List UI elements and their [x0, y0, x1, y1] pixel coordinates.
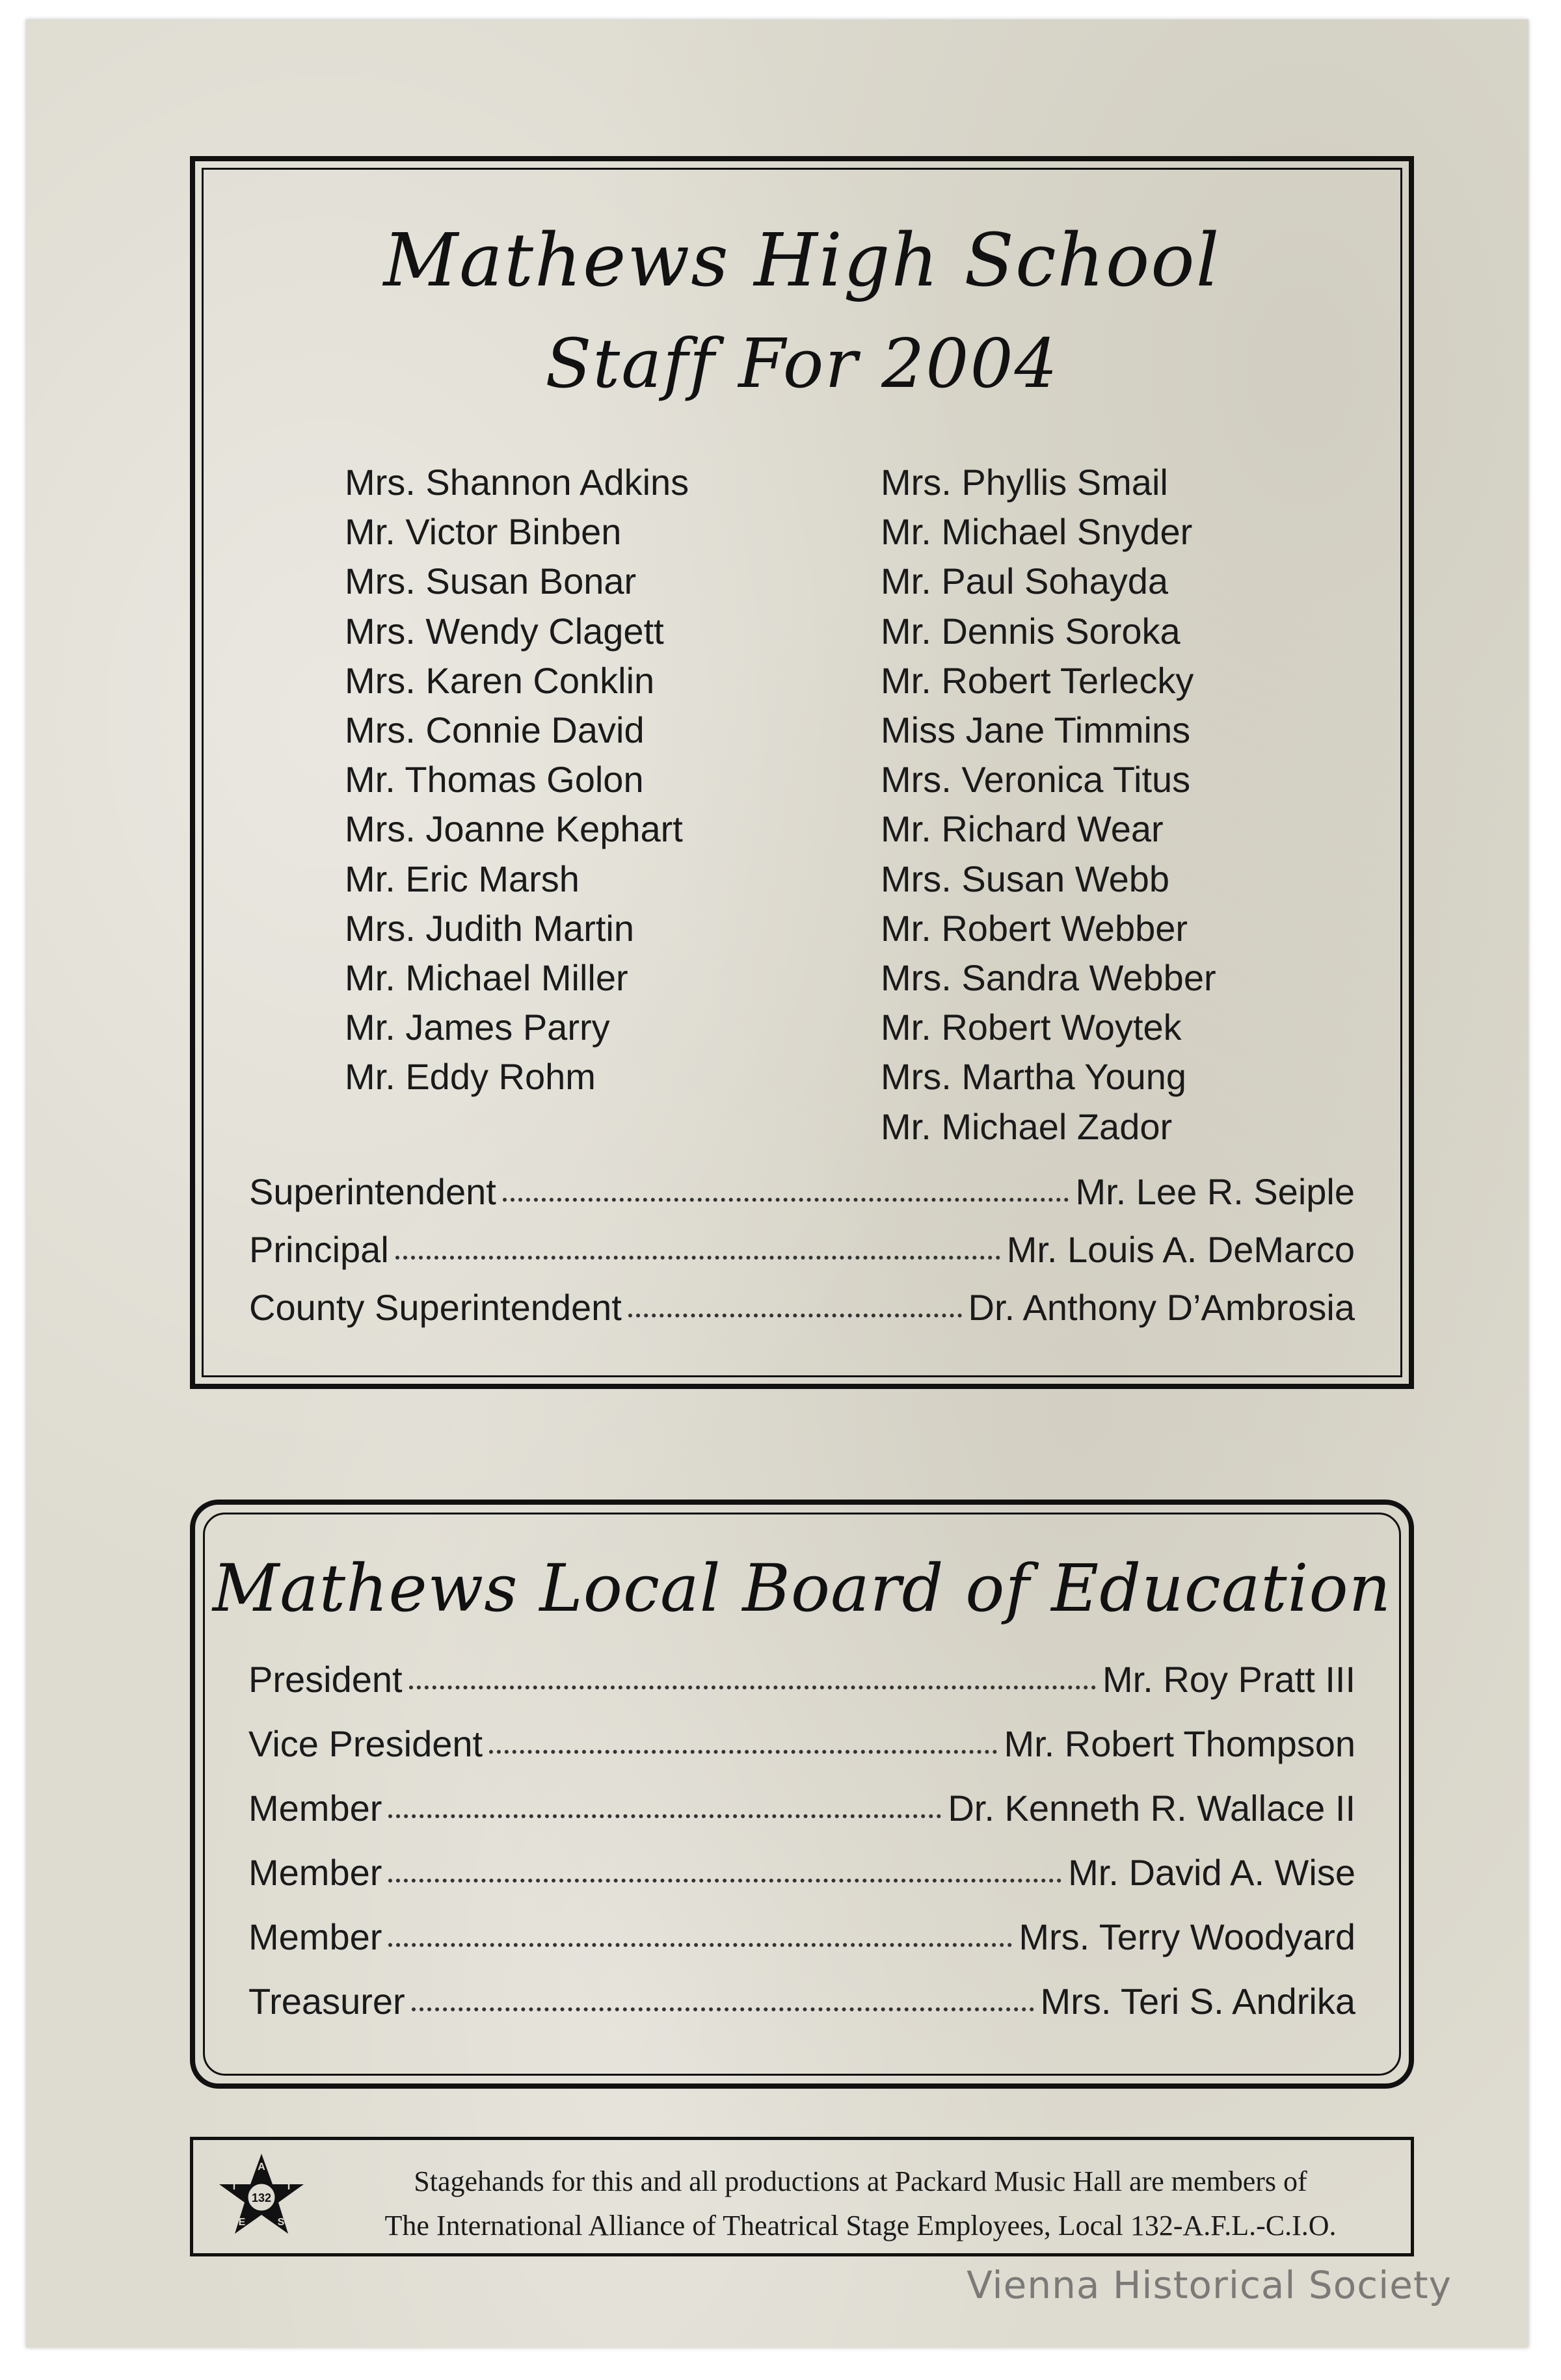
staff-member-name: Mr. Michael Miller	[345, 957, 628, 999]
role-label: Member	[248, 1788, 382, 1829]
staff-member-name: Mr. Eric Marsh	[345, 858, 580, 899]
staff-member-name: Mr. Robert Terlecky	[881, 659, 1194, 701]
staff-member-name: Mr. Victor Binben	[345, 511, 622, 553]
program-page	[26, 20, 1528, 2347]
role-label: Principal	[249, 1229, 389, 1270]
staff-member-name: Mrs. Wendy Clagett	[345, 610, 664, 652]
person-name: Mrs. Teri S. Andrika	[1040, 1981, 1355, 2022]
staff-member-name: Mrs. Judith Martin	[345, 907, 634, 949]
staff-member-name: Mrs. Phyllis Smail	[881, 462, 1168, 503]
board-member-row	[248, 1916, 1355, 1980]
dot-leader	[409, 1686, 1096, 1689]
logo-letter-2: T	[286, 2181, 292, 2192]
logo-letter-0: I	[232, 2181, 236, 2192]
logo-number: 132	[251, 2191, 272, 2204]
staff-list-left	[345, 458, 689, 1102]
role-label: Superintendent	[249, 1171, 496, 1212]
staff-member-name: Mrs. Shannon Adkins	[345, 462, 689, 503]
staff-member-name: Mr. Michael Snyder	[881, 511, 1193, 553]
staff-member-name: Mrs. Veronica Titus	[881, 759, 1191, 800]
person-name: Mrs. Terry Woodyard	[1019, 1916, 1355, 1957]
dot-leader	[489, 1750, 997, 1754]
dot-leader	[628, 1314, 962, 1317]
dot-leader	[395, 1256, 1000, 1260]
dot-leader	[388, 1943, 1012, 1947]
board-section	[190, 1500, 1414, 2089]
union-line-2: The International Alliance of Theatrical Stage Employees, Local 132-A.F.L.-C.I.O.	[384, 2210, 1337, 2241]
logo-letter-4: E	[238, 2217, 246, 2228]
board-member-row	[248, 1851, 1355, 1916]
staff-member-name: Mr. Robert Woytek	[881, 1007, 1182, 1048]
board-member-row	[248, 1787, 1355, 1851]
person-name: Mr. Lee R. Seiple	[1075, 1171, 1355, 1212]
person-name: Mr. Robert Thompson	[1004, 1723, 1355, 1764]
dot-leader	[412, 2007, 1034, 2011]
dot-leader	[388, 1879, 1061, 1883]
role-label: President	[248, 1659, 403, 1700]
administrator-list	[249, 1170, 1355, 1344]
board-member-list	[248, 1658, 1355, 2044]
staff-section	[190, 156, 1414, 1389]
board-title: Mathews Local Board of Education	[212, 1550, 1392, 1626]
staff-member-name: Mr. Michael Zador	[881, 1105, 1173, 1147]
staff-member-name: Mr. Robert Webber	[881, 907, 1188, 949]
staff-member-name: Miss Jane Timmins	[881, 709, 1191, 751]
archive-watermark: Vienna Historical Society	[967, 2263, 1452, 2307]
staff-member-name: Mrs. Karen Conklin	[345, 659, 655, 701]
board-member-row	[248, 1723, 1355, 1787]
role-label: Vice President	[248, 1723, 483, 1764]
union-notice	[190, 2137, 1414, 2256]
person-name: Mr. Roy Pratt III	[1102, 1659, 1355, 1700]
logo-letter-3: S	[277, 2217, 285, 2228]
person-name: Mr. David A. Wise	[1068, 1852, 1355, 1893]
person-name: Mr. Louis A. DeMarco	[1006, 1229, 1355, 1270]
staff-member-name: Mr. Eddy Rohm	[345, 1056, 596, 1098]
role-label: Member	[248, 1852, 382, 1893]
staff-member-name: Mrs. Connie David	[345, 709, 645, 751]
person-name: Dr. Kenneth R. Wallace II	[948, 1788, 1355, 1829]
role-label: Member	[248, 1916, 382, 1957]
staff-title: Mathews High School	[383, 218, 1221, 303]
staff-member-name: Mrs. Susan Bonar	[345, 561, 637, 602]
board-member-row	[248, 1658, 1355, 1723]
administrator-row	[249, 1228, 1355, 1286]
board-member-row	[248, 1980, 1355, 2044]
staff-subtitle: Staff For 2004	[545, 324, 1059, 403]
staff-member-name: Mrs. Susan Webb	[881, 858, 1170, 899]
staff-member-name: Mrs. Martha Young	[881, 1056, 1187, 1098]
staff-member-name: Mrs. Sandra Webber	[881, 957, 1216, 999]
staff-member-name: Mr. James Parry	[345, 1007, 610, 1048]
union-statement	[330, 2160, 1391, 2248]
role-label: Treasurer	[248, 1981, 405, 2022]
staff-member-name: Mrs. Joanne Kephart	[345, 808, 683, 850]
dot-leader	[503, 1198, 1069, 1202]
role-label: County Superintendent	[249, 1287, 622, 1328]
logo-letter-1: A	[258, 2162, 265, 2173]
staff-member-name: Mr. Richard Wear	[881, 808, 1164, 850]
person-name: Dr. Anthony D’Ambrosia	[968, 1287, 1355, 1328]
staff-list-right	[881, 458, 1216, 1152]
staff-member-name: Mr. Dennis Soroka	[881, 610, 1181, 652]
union-line-1: Stagehands for this and all productions at Packard Music Hall are members of	[414, 2165, 1307, 2197]
administrator-row	[249, 1286, 1355, 1344]
administrator-row	[249, 1170, 1355, 1228]
iatse-emblem-icon	[213, 2150, 310, 2248]
dot-leader	[388, 1814, 941, 1818]
staff-member-name: Mr. Thomas Golon	[345, 759, 644, 800]
staff-member-name: Mr. Paul Sohayda	[881, 561, 1169, 602]
